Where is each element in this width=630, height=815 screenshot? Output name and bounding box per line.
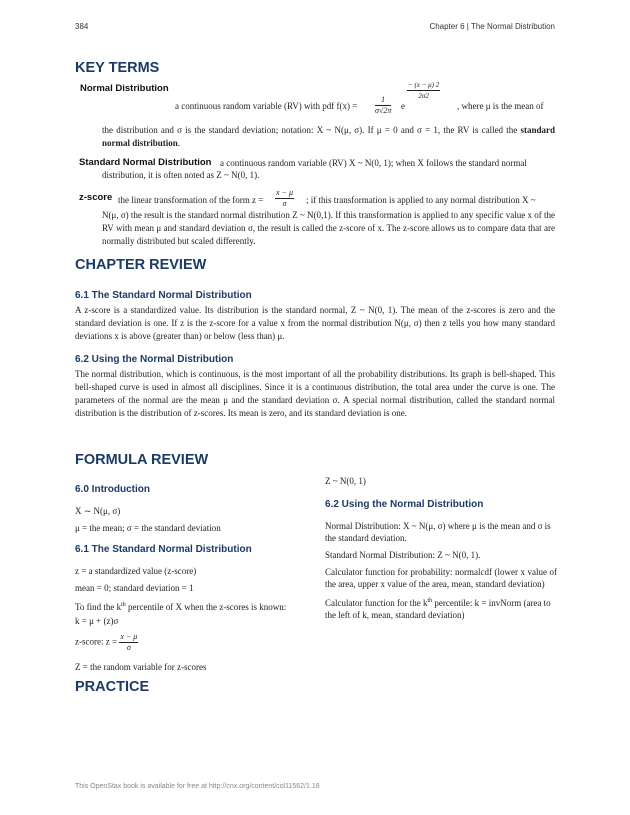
- normal-pdf-formula: [175, 81, 555, 122]
- fr-6-1-line2: mean = 0; standard deviation = 1: [75, 583, 194, 593]
- running-header: Chapter 6 | The Normal Distribution: [429, 22, 555, 31]
- zscore-fraction: $\frac{x - \mu}{\sigma}$: [276, 188, 293, 208]
- normal-def-part1: a continuous random variable (RV) with pdf f(x) =: [175, 101, 358, 111]
- key-terms-heading: KEY TERMS: [75, 60, 160, 76]
- cr-section-6-2-title: 6.2 Using the Normal Distribution: [75, 354, 234, 365]
- page-footer: This OpenStax book is available for free at http://cnx.org/content/col11562/1.18: [75, 783, 320, 790]
- fr-6-1-line1: z = a standardized value (z-score): [75, 566, 197, 576]
- fr-6-0-line2: μ = the mean; σ = the standard deviation: [75, 523, 221, 533]
- fr-right-line0: Z ~ N(0, 1): [325, 476, 366, 486]
- fr-section-6-1-title: 6.1 The Standard Normal Distribution: [75, 544, 252, 555]
- fr-6-2-line4: Calculator function for the $k^{th}$ percentile: k = invNorm (area to the left of k, mean, standard deviation): [325, 598, 551, 620]
- term-normal-distribution: Normal Distribution: [80, 83, 169, 94]
- standard-def-line2: distribution, it is often noted as Z ~ N(0, 1).: [102, 170, 260, 180]
- cr-section-6-1-title: 6.1 The Standard Normal Distribution: [75, 290, 252, 301]
- fr-6-1-line4: k = μ + (z)σ: [75, 616, 119, 626]
- term-standard-normal: Standard Normal Distribution: [79, 157, 212, 168]
- fr-section-6-0-title: 6.0 Introduction: [75, 484, 150, 495]
- fr-6-2-line1: Normal Distribution: X ~ N(μ, σ) where μ is the mean and σ is the standard deviation.: [325, 521, 551, 543]
- cr-section-6-1-text: A z-score is a standardized value. Its distribution is the standard normal, Z ~ N(0, 1). The mean of the z-scores is zero and the standard deviation is one. If z is the z-score for a value x from the normal distribution N(μ, σ) then z tells you how many standard deviations x is above (greater than) or below (less than) μ.: [75, 305, 555, 341]
- fr-zscore-fraction: $\frac{x - \mu}{\sigma}$: [120, 632, 138, 652]
- formula-review-heading: FORMULA REVIEW: [75, 452, 209, 468]
- practice-heading: PRACTICE: [75, 679, 150, 695]
- normal-def-body: the distribution and σ is the standard deviation; notation: X ~ N(μ, σ). If μ = 0 and σ = 1, the RV is called the standard normal distribution.: [102, 125, 555, 148]
- term-z-score: z-score: [79, 192, 113, 203]
- zscore-formula-line: the linear transformation of the form z = $\frac{x - \mu}{\sigma}$ ; if this transformation is applied to any normal distribution X ~: [118, 188, 536, 208]
- pdf-e: e: [401, 101, 405, 111]
- zscore-def-body: N(μ, σ) the result is the standard normal distribution Z ~ N(0,1). If this transformation is applied to any specific value x of the RV with mean μ and standard deviation σ, the result is called the z-score of x. The z-score allows us to compare data that are normally distributed but scaled differently.: [102, 210, 555, 246]
- pdf-fraction: $\frac{1}{\sigma√2\pi}$: [375, 95, 392, 115]
- chapter-review-heading: CHAPTER REVIEW: [75, 257, 207, 273]
- fr-6-0-line1: X ∼ N(μ, σ): [75, 506, 121, 516]
- normal-def-part2: , where μ is the mean of: [457, 101, 544, 111]
- standard-normal-bold: standard normal distribution: [102, 125, 555, 148]
- fr-6-1-line5: z-score: z = $\frac{x - \mu}{\sigma}$: [75, 632, 138, 652]
- page-number: 384: [75, 22, 89, 31]
- formula-left-column: [75, 475, 305, 678]
- pdf-exponent: $\frac{- (x - \mu) 2}{2\sigma 2}$: [408, 81, 440, 100]
- formula-right-column: [325, 475, 557, 626]
- fr-6-1-line3: To find the $k^{th}$ percentile of X when the z-scores is known:: [75, 602, 287, 612]
- fr-section-6-2-title: 6.2 Using the Normal Distribution: [325, 499, 484, 510]
- fr-6-2-line3: Calculator function for probability: normalcdf (lower x value of the area, upper x value of the area, mean, standard deviation): [325, 567, 557, 589]
- fr-6-2-line2: Standard Normal Distribution: Z ~ N(0, 1).: [325, 550, 481, 560]
- fr-6-1-line6: Z = the random variable for z-scores: [75, 662, 207, 672]
- standard-def-line1: a continuous random variable (RV) X ~ N(0, 1); when X follows the standard normal: [220, 158, 527, 168]
- cr-section-6-2-text: The normal distribution, which is continuous, is the most important of all the probability distributions. Its graph is bell-shaped. This bell-shaped curve is used in almost all disciplines. Since it is a continuous distribution, the total area under the curve is one. The parameters of the normal are the mean μ and the standard deviation σ. A special normal distribution, called the standard normal distribution is the distribution of z-scores. Its mean is zero, and its standard deviation is one.: [75, 369, 555, 418]
